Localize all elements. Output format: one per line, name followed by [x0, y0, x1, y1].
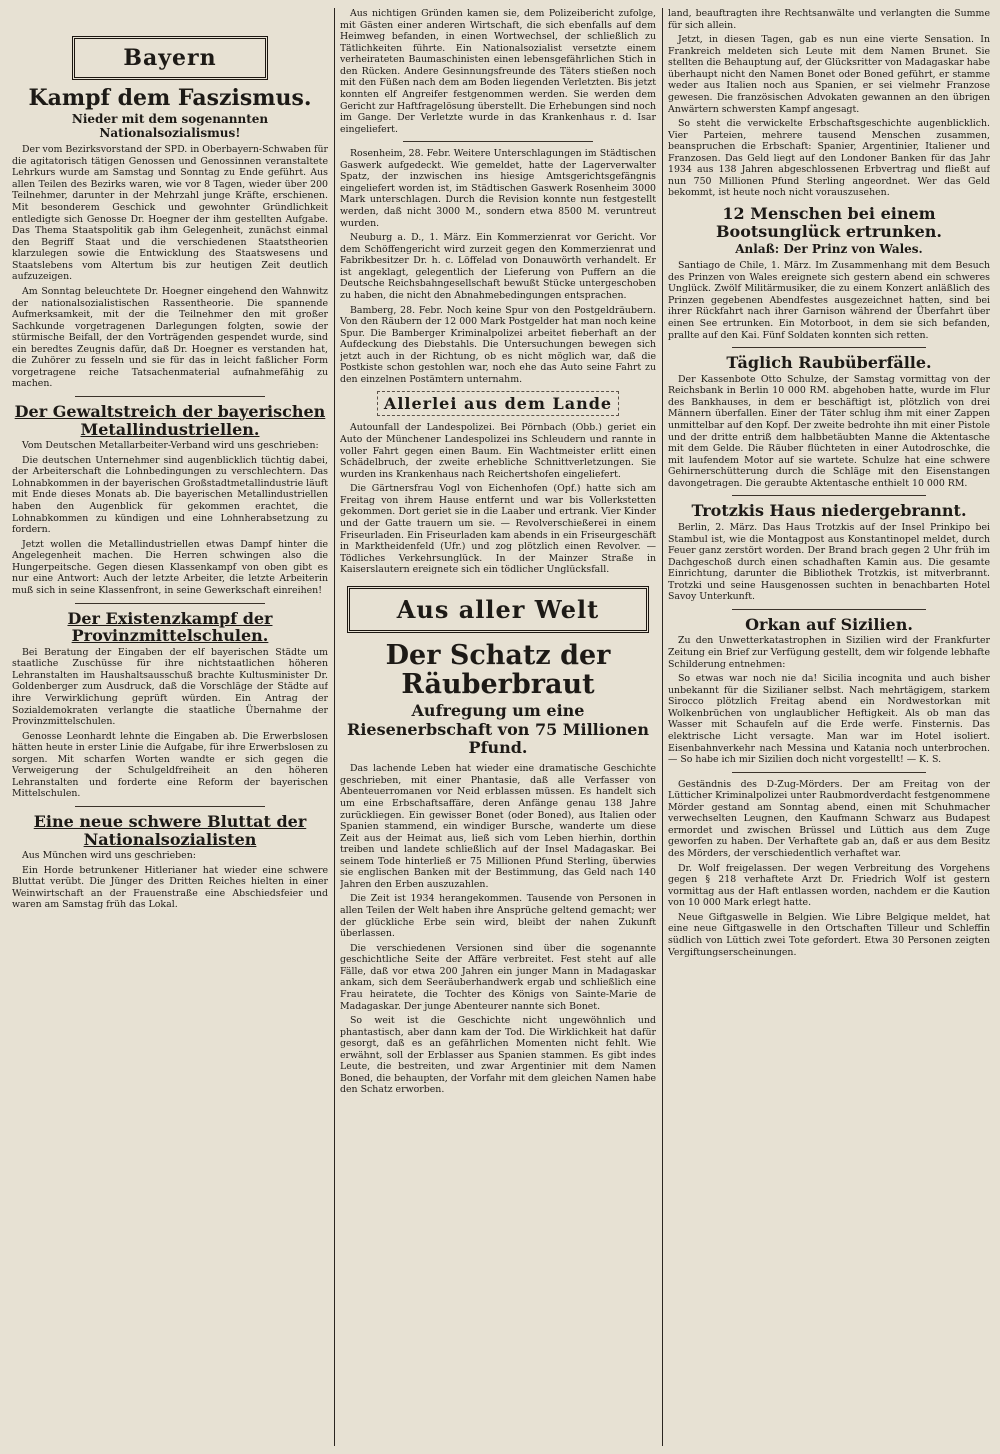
article-headline: Eine neue schwere Bluttat der Nationalsozialisten: [33, 812, 307, 849]
separator: [403, 141, 593, 142]
article-paragraph: Bamberg, 28. Febr. Noch keine Spur von den Postgeldräubern. Von den Räubern der 12 000 Mark Postgelder hat man noch keine Spur. Die Bamberger Kriminalpolizei arbeitet fieberhaft an der Aufdeckung des Diebstahls. Die Untersuchungen bewegen sich jetzt auch in der Richtung, ob es nicht möglich war, daß die Postkiste schon gestohlen war, noch ehe das Auto seine Fahrt zu den einzelnen Postämtern unternahm.: [340, 304, 656, 385]
column-2: [340, 8, 656, 1446]
article-paragraph: Santiago de Chile, 1. März. Im Zusammenhang mit dem Besuch des Prinzen von Wales ereignete sich gestern abend ein schweres Unglück. Zwölf Militärmusiker, die zu einem Konzert anläßlich des Prinzen gegebenen Abendfestes ausgezeichnet hatten, sind bei ihrer Rückfahrt nach ihrer Garnison während der Überfahrt über einen See ertrunken. Ein Motorboot, in dem sie sich befanden, prallte auf den Kai. Fünf Soldaten konnten sich retten.: [668, 260, 990, 341]
article-headline: Trotzkis Haus niedergebrannt.: [691, 501, 967, 521]
separator: [732, 347, 925, 348]
article-subheadline: Aufregung um eine Riesenerbschaft von 75 Millionen Pfund.: [347, 701, 649, 757]
separator: [732, 772, 925, 773]
article-paragraph: Neue Giftgaswelle in Belgien. Wie Libre Belgique meldet, hat eine neue Giftgaswelle in den Ortschaften Tilleur und Schleffin südlich von Lüttich zwei Tote gefordert. Etwa 30 Personen zeigten Vergiftungserscheinungen.: [668, 911, 990, 958]
article-paragraph: Geständnis des D-Zug-Mörders. Der am Freitag von der Lütticher Kriminalpolizei unter Raubmordverdacht festgenommene Mörder gestand am Sonntag abend, einen mit Schuhmacher verwechselten Leugnen, den Kaufmann Schwarz aus Budapest ermordet und zwischen Brüssel und Lüttich aus dem Zuge geworfen zu haben. Der Verhaftete gab an, daß er aus dem Besitz des Mörders, der verschiedentlich verhaftet war.: [668, 778, 990, 860]
section-header-aus-aller-welt: Aus aller Welt: [347, 586, 649, 633]
article-headline: Kampf dem Faszismus.: [28, 85, 312, 111]
separator: [75, 806, 265, 807]
article-paragraph: Rosenheim, 28. Febr. Weitere Unterschlagungen im Städtischen Gaswerk aufgedeckt. Wie gemeldet, hatte der Lagerverwalter Spatz, der inzwischen ins hiesige Amtsgerichtsgefängnis eingeliefert worden ist, im Städtischen Gaswerk Rosenheim 3000 Mark unterschlagen. Durch die Revision konnte nun festgestellt werden, daß nicht 3000 M., sondern etwa 8500 M. veruntreut wurden.: [340, 148, 656, 229]
article-paragraph: Vom Deutschen Metallarbeiter-Verband wird uns geschrieben:: [22, 440, 319, 452]
article-paragraph: Das lachende Leben hat wieder eine dramatische Geschichte geschrieben, mit einer Phantasie, daß alle Verfasser von Abenteuerromanen vor Neid erblassen müssen. Es handelt sich um eine Erbschaftsaffäre, deren Anfänge genau 138 Jahre zurückliegen. Ein gewisser Bonet (oder Boned), aus Italien oder Spanien stammend, ein windiger Bursche, wanderte um diese Zeit aus der Heimat aus, ließ sich vom Leben hierhin, dorthin treiben und landete schließlich auf der Insel Madagaskar. Bei seinem Tode hinterließ er 75 Millionen Pfund Sterling, überwies sie englischen Banken mit der Bestimmung, das Geld nach 140 Jahren den Erben auszuzahlen.: [340, 763, 656, 890]
article-paragraph: Der vom Bezirksvorstand der SPD. in Oberbayern-Schwaben für die agitatorisch tätigen Genossen und Genossinnen veranstaltete Lehrkurs wurde am Samstag und Sonntag zu Ende geführt. Aus allen Teilen des Bezirks waren, wie vor 8 Tagen, wieder über 200 Teilnehmer, darunter in der Mehrzahl junge Kräfte, erschienen. Mit besonderem Geschick und gewohnter Gründlichkeit entledigte sich Genosse Dr. Hoegner der ihm gestellten Aufgabe. Das Thema Staatspolitik gab ihm Gelegenheit, zunächst einmal den Begriff Staat und die verschiedenen Staatstheorien klarzulegen sowie die Entwicklung des Staatswesens und Staatslebens vom Altertum bis zur heutigen Zeit deutlich aufzuzeigen.: [12, 144, 328, 283]
article-paragraph: Berlin, 2. März. Das Haus Trotzkis auf der Insel Prinkipo bei Stambul ist, wie die Montagpost aus Konstantinopel meldet, durch Feuer ganz zerstört worden. Der Brand brach gegen 2 Uhr früh im Dachgeschoß durch einen schadhaften Kamin aus. Die gesamte Einrichtung, darunter die Bibliothek Trotzkis, ist mitverbrannt. Trotzki und seine Hausgenossen suchten in benachbarten Hotel Savoy Unterkunft.: [668, 521, 990, 603]
column-1: [12, 8, 328, 1446]
article-headline: 12 Menschen bei einem Bootsunglück ertrunken.: [716, 204, 942, 241]
section-strip-label: Allerlei aus dem Lande: [377, 391, 619, 416]
article-paragraph: Die verschiedenen Versionen sind über die sogenannte geschichtliche Seite der Affäre verbreitet. Fest steht auf alle Fälle, daß vor etwa 200 Jahren ein junger Mann in Madagaskar ankam, sich dem Seeräuberhandwerk ergab und schließlich eine Frau heiratete, die Tochter des Königs von Sainte-Marie de Madagaskar. Der junge Abenteurer nannte sich Bonet.: [340, 942, 656, 1012]
separator: [75, 396, 265, 397]
article-paragraph: So weit ist die Geschichte nicht ungewöhnlich und phantastisch, aber dann kam der Tod. Die Wirklichkeit hat dafür gesorgt, daß es an gefährlichen Momenten nicht fehlt. Wie erwähnt, soll der Erblasser aus Spanien stammen. Es gibt indes Leute, die bestreiten, und zwar Argentinier mit dem Namen Boned, die behaupten, der Vorfahr mit dem gleichen Namen habe den Schatz erworben.: [340, 1015, 656, 1096]
article-paragraph: land, beauftragten ihre Rechtsanwälte und verlangten die Summe für sich allein.: [668, 8, 990, 31]
article-headline: Der Existenzkampf der Provinzmittelschulen.: [67, 608, 273, 646]
article-paragraph: Dr. Wolf freigelassen. Der wegen Verbreitung des Vorgehens gegen § 218 verhaftete Arzt Dr. Friedrich Wolf ist gestern vormittag aus der Haft entlassen worden, nachdem er die Kaution von 10 000 Mark erlegt hatte.: [668, 862, 990, 909]
article-paragraph: Aus nichtigen Gründen kamen sie, dem Polizeibericht zufolge, mit Gästen einer anderen Wirtschaft, die sich ebenfalls auf dem Heimweg befanden, in einen Wortwechsel, der schließlich zu Tätlichkeiten führte. Ein Nationalsozialist versetzte einem verheirateten Baumaschinisten einen lebensgefährlichen Stich in den Rücken. Andere Gesinnungsfreunde des Täters stießen noch mit den Füßen nach dem am Boden liegenden Verletzten. Bis jetzt konnten elf Angreifer festgenommen werden. Sie werden dem Gericht zur Haftfragelösung überstellt. Die Erhebungen sind noch im Gange. Der Verletzte wurde in das Krankenhaus r. d. Isar eingeliefert.: [340, 8, 656, 135]
article-headline: Täglich Raubüberfälle.: [726, 353, 932, 373]
section-header-bayern: Bayern: [72, 36, 268, 80]
article-paragraph: Die Zeit ist 1934 herangekommen. Tausende von Personen in allen Teilen der Welt haben ihre Ansprüche geltend gemacht; wer der glückliche Erbe sein wird, bleibt der nahen Zukunft überlassen.: [340, 893, 656, 940]
article-paragraph: Zu den Unwetterkatastrophen in Sizilien wird der Frankfurter Zeitung ein Brief zur Verfügung gestellt, dem wir folgende lebhafte Schilderung entnehmen:: [668, 635, 990, 670]
article-paragraph: So steht die verwickelte Erbschaftsgeschichte augenblicklich. Vier Parteien, mehrere tausend Menschen zusammen, beanspruchen die Erbschaft: Spanier, Argentinier, Italiener und Franzosen. Das Geld liegt auf den Londoner Banken für das Jahr 1934 aus 138 Jahren abgeschlossenen Erbvertrag und fließt auf nun 750 Millionen Pfund Sterling angeordnet. Wer das Geld bekommt, ist heute noch nicht vorauszusehen.: [668, 118, 990, 199]
article-paragraph: Am Sonntag beleuchtete Dr. Hoegner eingehend den Wahnwitz der nationalsozialistischen Rassentheorie. Die spannende Aufmerksamkeit, mit der die Teilnehmer den mit großer Sachkunde vorgetragenen Darlegungen folgten, sowie der stürmische Beifall, der den Vorträgenden gespendet wurde, sind ein beredtes Zeugnis dafür, daß Dr. Hoegner es verstanden hat, die Zuhörer zu fesseln und sie für das in leicht faßlicher Form vorgetragene reiche Tatsachenmaterial aufnahmefähig zu machen.: [12, 285, 328, 390]
article-paragraph: So etwas war noch nie da! Sicilia incognita und auch bisher unbekannt für die Sizilianer selbst. Nach mehrtägigem, starkem Sirocco plötzlich Freitag abend ein Nordwestorkan mit Wolkenbrüchen von unglaublicher Heftigkeit. Als ob man das Wasser mit Schaufeln auf die Erde werfe. Finsternis. Das elektrische Licht versagte. Man war im Hotel isoliert. Eisenbahnverkehr nach Messina und Katania noch unterbrochen. — So habe ich mir Sizilien doch nicht vorgestellt! — K. S.: [668, 673, 990, 766]
separator: [732, 495, 925, 496]
article-paragraph: Der Kassenbote Otto Schulze, der Samstag vormittag von der Reichsbank in Berlin 10 000 RM. abgehoben hatte, wurde im Flur des Bankhauses, in dem er beschäftigt ist, plötzlich von drei Männern überfallen. Einer der Täter schlug ihm mit einer Zappen unmittelbar auf den Kopf. Der zweite bedrohte ihn mit einer Pistole und der dritte entriß dem halbbetäubten Manne die Aktentasche mit dem Gelde. Die Räuber flüchteten in einer Autodroschke, die mit laufendem Motor auf sie wartete. Schulze hat eine schwere Gehirnerschütterung durch die Schläge mit den Eisenstangen davongetragen. Die geraubte Aktentasche enthielt 10 000 RM.: [668, 373, 990, 489]
column-rule: [662, 8, 663, 1446]
article-paragraph: Genosse Leonhardt lehnte die Eingaben ab. Die Erwerbslosen hätten heute in erster Linie die Aufgabe, für ihre Erwerbslosen zu sorgen. Mit scharfen Worten wandte er sich gegen die Verweigerung der Schulgeldfreiheit an den höheren Lehranstalten und forderte eine Reform der bayerischen Mittelschulen.: [12, 730, 328, 800]
section-strip: [340, 391, 656, 416]
column-rule: [334, 8, 335, 1446]
article-paragraph: Autounfall der Landespolizei. Bei Pörnbach (Obb.) geriet ein Auto der Münchener Landespolizei ins Schleudern und rannte in voller Fahrt gegen einen Baum. Ein Wachtmeister erlitt einen Schädelbruch, der zweite erhebliche Schnittverletzungen. Sie wurden ins Krankenhaus nach Reichertshofen eingeliefert.: [340, 422, 656, 480]
article-paragraph: Ein Horde betrunkener Hitlerianer hat wieder eine schwere Bluttat verübt. Die Jünger des Dritten Reiches hielten in einer Weinwirtschaft an der Frauenstraße eine Abschiedsfeier und waren am Samstag früh das Lokal.: [12, 864, 328, 911]
article-subheadline: Anlaß: Der Prinz von Wales.: [735, 242, 923, 257]
article-headline: Der Schatz der Räuberbraut: [385, 639, 611, 701]
article-paragraph: Aus München wird uns geschrieben:: [22, 850, 196, 862]
separator: [75, 603, 265, 604]
article-headline: Orkan auf Sizilien.: [745, 614, 913, 634]
separator: [732, 609, 925, 610]
article-paragraph: Die deutschen Unternehmer sind augenblicklich tüchtig dabei, der Arbeiterschaft die Lohnbedingungen zu verschlechtern. Das Lohnabkommen in der bayerischen Großstadtmetallindustrie läuft mit Ende dieses Monats ab. Die bayerischen Metallindustriellen haben den Augenblick für gekommen erachtet, die Lohnabkommen zu kündigen und eine Lohnherabsetzung zu fordern.: [12, 454, 328, 536]
column-3: [668, 8, 990, 1446]
article-headline: Der Gewaltstreich der bayerischen Metallindustriellen.: [14, 402, 326, 439]
article-paragraph: Bei Beratung der Eingaben der elf bayerischen Städte um staatliche Zuschüsse für ihre nichtstaatlichen höheren Lehranstalten im Haushaltsausschuß brachte Kultusminister Dr. Goldenberger zum Ausdruck, daß die Vorschläge der Städte auf ihre Verwirklichung geprüft würden. Ein Antrag der Sozialdemokraten verlangte die staatliche Übernahme der Provinzmittelschulen.: [12, 646, 328, 728]
article-paragraph: Die Gärtnersfrau Vogl von Eichenhofen (Opf.) hatte sich am Freitag von ihrem Hause entfernt und war bis Vollerkstetten gekommen. Dort geriet sie in die Laaber und ertrank. Vier Kinder und der Gatte trauern um sie. — Revolverschießerei in einem Friseurladen. Ein Friseurladen kam abends in ein Friseurgeschäft in Marktheidenfeld (Ufr.) und zog plötzlich einen Revolver. — Tödliches Verkehrsunglück. In der Mainzer Straße in Kaiserslautern ereignete sich ein tödlicher Unglücksfall.: [340, 483, 656, 576]
article-paragraph: Jetzt wollen die Metallindustriellen etwas Dampf hinter die Angelegenheit machen. Die Herren schwingen also die Hungerpeitsche. Gegen diesen Klassenkampf von oben gibt es nur eine Antwort: Auch der letzte Arbeiter, die letzte Arbeiterin muß sich in seine Klassenfront, in seine Gewerkschaft einreihen!: [12, 538, 328, 596]
article-subheadline: Nieder mit dem sogenannten Nationalsozialismus!: [71, 112, 269, 141]
article-paragraph: Jetzt, in diesen Tagen, gab es nun eine vierte Sensation. In Frankreich meldeten sich Leute mit dem Namen Brunet. Sie stellten die Behauptung auf, der Glücksritter von Madagaskar habe überhaupt nicht den Namen Bonet oder Boned geführt, er stamme weder aus Italien noch aus Spanien, er sei vielmehr Franzose gewesen. Die französischen Advokaten gewannen an den übrigen Anwärtern schwersten Kampf angesagt.: [668, 34, 990, 115]
article-paragraph: Neuburg a. D., 1. März. Ein Kommerzienrat vor Gericht. Vor dem Schöffengericht wird zurzeit gegen den Kommerzienrat und Fabrikbesitzer Dr. h. c. Löffelad von Donauwörth verhandelt. Er ist angeklagt, gelegentlich der Lieferung von Puffern an die Deutsche Reichsbahngesellschaft bewußt Stücke untergeschoben zu haben, die nicht den Abnahmebedingungen entsprachen.: [340, 232, 656, 301]
